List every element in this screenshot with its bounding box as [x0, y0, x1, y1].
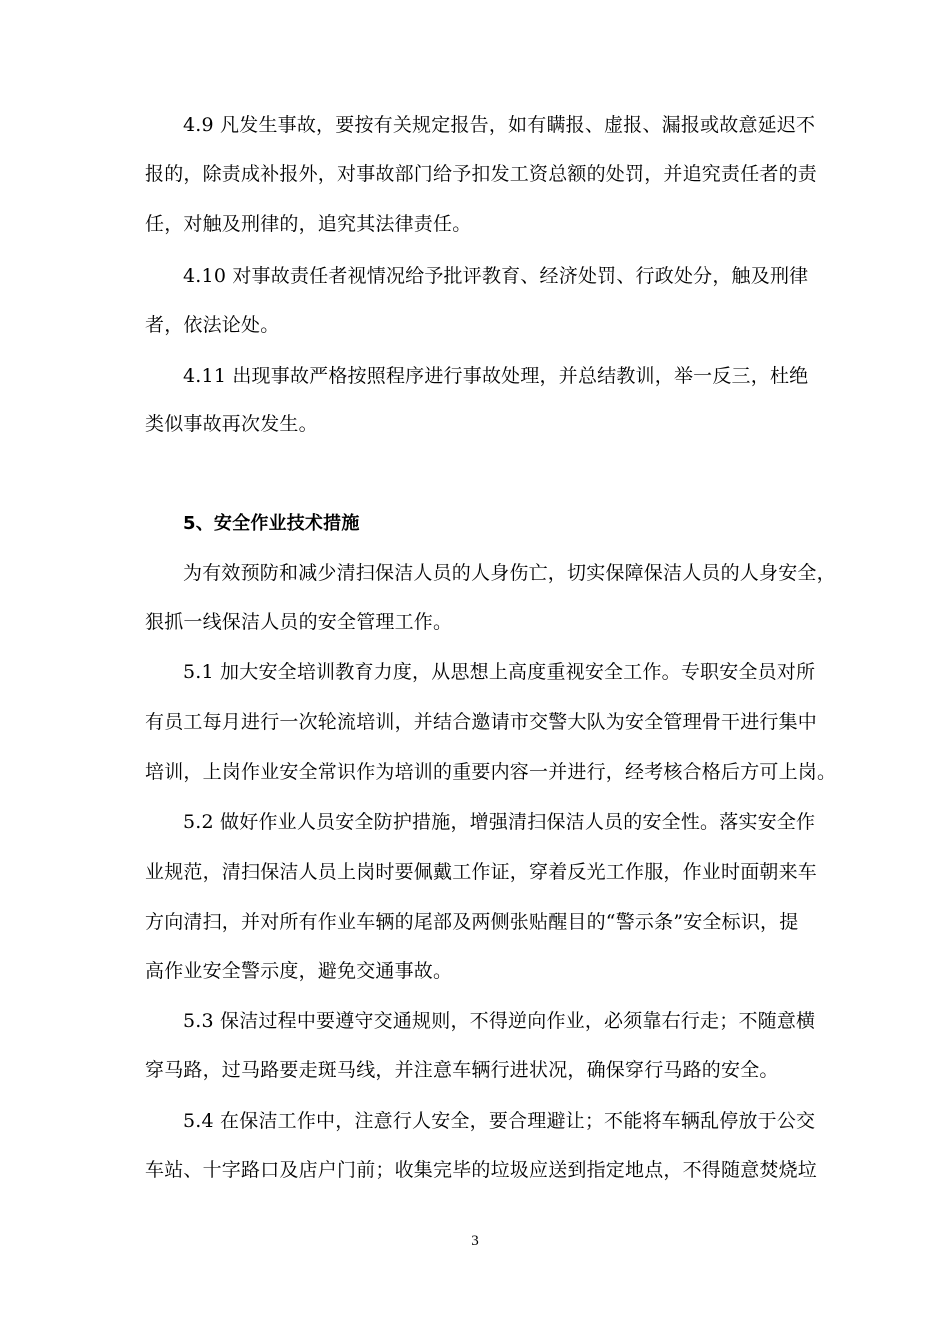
paragraph-5-1-line-2: 有员工每月进行一次轮流培训，并结合邀请市交警大队为安全管理骨干进行集中: [145, 711, 818, 733]
paragraph-4-9-line-1: 4.9 凡发生事故，要按有关规定报告，如有瞒报、虚报、漏报或故意延迟不: [183, 114, 816, 136]
section-heading-5: 5、安全作业技术措施: [183, 513, 360, 534]
paragraph-5-3-line-1: 5.3 保洁过程中要遵守交通规则，不得逆向作业，必须靠右行走；不随意横: [183, 1010, 816, 1032]
paragraph-4-10-line-2: 者，依法论处。: [145, 314, 280, 336]
paragraph-5-2-line-1: 5.2 做好作业人员安全防护措施，增强清扫保洁人员的安全性。落实安全作: [183, 811, 816, 833]
paragraph-5-intro-line-1: 为有效预防和减少清扫保洁人员的人身伤亡，切实保障保洁人员的人身安全，: [183, 562, 836, 584]
page-number: 3: [471, 1233, 479, 1249]
paragraph-5-intro-line-2: 狠抓一线保洁人员的安全管理工作。: [145, 611, 453, 633]
paragraph-5-1-line-3: 培训，上岗作业安全常识作为培训的重要内容一并进行，经考核合格后方可上岗。: [145, 761, 837, 783]
paragraph-5-3-line-2: 穿马路，过马路要走斑马线，并注意车辆行进状况，确保穿行马路的安全。: [145, 1059, 779, 1081]
paragraph-5-2-line-2: 业规范，清扫保洁人员上岗时要佩戴工作证，穿着反光工作服，作业时面朝来车: [145, 861, 818, 883]
paragraph-5-1-line-1: 5.1 加大安全培训教育力度，从思想上高度重视安全工作。专职安全员对所: [183, 661, 816, 683]
paragraph-5-4-line-2: 车站、十字路口及店户门前；收集完毕的垃圾应送到指定地点，不得随意焚烧垃: [145, 1159, 818, 1181]
paragraph-5-4-line-1: 5.4 在保洁工作中，注意行人安全，要合理避让；不能将车辆乱停放于公交: [183, 1110, 816, 1132]
paragraph-4-10-line-1: 4.10 对事故责任者视情况给予批评教育、经济处罚、行政处分，触及刑律: [183, 265, 809, 287]
paragraph-4-11-line-1: 4.11 出现事故严格按照程序进行事故处理，并总结教训，举一反三，杜绝: [183, 365, 809, 387]
paragraph-4-9-line-2: 报的，除责成补报外，对事故部门给予扣发工资总额的处罚，并追究责任者的责: [145, 163, 818, 185]
paragraph-5-2-line-4: 高作业安全警示度，避免交通事故。: [145, 960, 453, 982]
paragraph-5-2-line-3: 方向清扫，并对所有作业车辆的尾部及两侧张贴醒目的“警示条”安全标识，提: [145, 911, 799, 933]
paragraph-4-9-line-3: 任，对触及刑律的，追究其法律责任。: [145, 213, 472, 235]
paragraph-4-11-line-2: 类似事故再次发生。: [145, 413, 318, 435]
